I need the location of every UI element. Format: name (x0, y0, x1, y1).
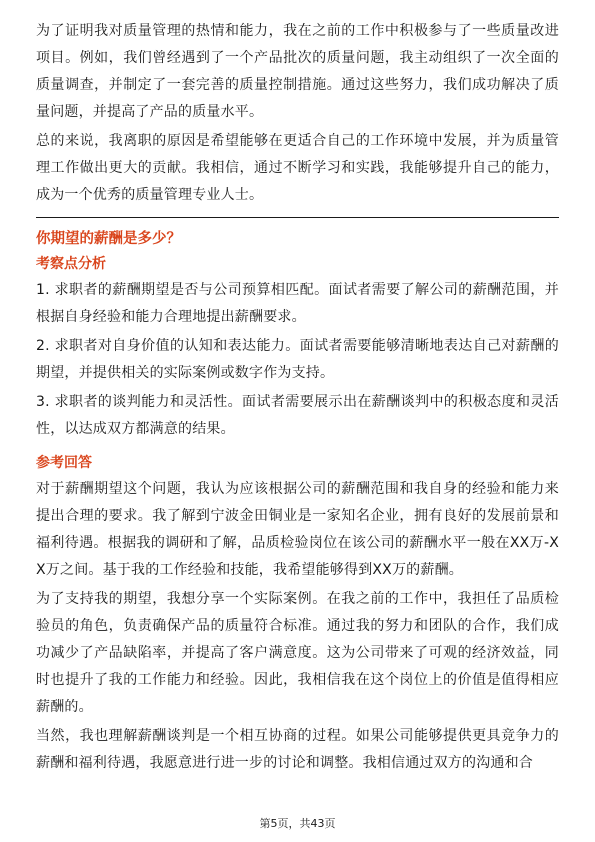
analysis-point: 1. 求职者的薪酬期望是否与公司预算相匹配。面试者需要了解公司的薪酬范围，并根据自身经验和能力合理地提出薪酬要求。 (36, 282, 559, 325)
answer-paragraph: 为了支持我的期望，我想分享一个实际案例。在我之前的工作中，我担任了品质检验员的角色，负责确保产品的质量符合标准。通过我的努力和团队的合作，我们成功减少了产品缺陷率，并提高了客户满意度。这为公司带来了可观的经济效益，同时也提升了我的工作能力和经验。因此，我相信我在这个岗位上的价值是值得相应薪酬的。 (36, 591, 559, 715)
question-heading: 你期望的薪酬是多少？ (36, 231, 181, 247)
analysis-point: 3. 求职者的谈判能力和灵活性。面试者需要展示出在薪酬谈判中的积极态度和灵活性，以达成双方都满意的结果。 (36, 394, 559, 437)
section-divider (36, 217, 559, 218)
intro-paragraph: 为了证明我对质量管理的热情和能力，我在之前的工作中积极参与了一些质量改进项目。例如，我们曾经遇到了一个产品批次的质量问题，我主动组织了一次全面的质量调查，并制定了一套完善的质量控制措施。通过这些努力，我们成功解决了质量问题，并提高了产品的质量水平。 (36, 23, 559, 120)
intro-paragraph: 总的来说，我离职的原因是希望能够在更适合自己的工作环境中发展，并为质量管理工作做出更大的贡献。我相信，通过不断学习和实践，我能够提升自己的能力，成为一个优秀的质量管理专业人士。 (36, 133, 559, 203)
page-number: 第5页，共43页 (259, 817, 336, 830)
analysis-point: 2. 求职者对自身价值的认知和表达能力。面试者需要能够清晰地表达自己对薪酬的期望，并提供相关的实际案例或数字作为支持。 (36, 338, 559, 381)
answer-title: 参考回答 (36, 455, 92, 471)
document-page (36, 18, 559, 779)
answer-paragraph: 对于薪酬期望这个问题，我认为应该根据公司的薪酬范围和我自身的经验和能力来提出合理的要求。我了解到宁波金田铜业是一家知名企业，拥有良好的发展前景和福利待遇。根据我的调研和了解，品质检验岗位在该公司的薪酬水平一般在XX万-XX万之间。基于我的工作经验和技能，我希望能够得到XX万的薪酬。 (36, 481, 559, 578)
analysis-title: 考察点分析 (36, 256, 106, 272)
answer-paragraph: 当然，我也理解薪酬谈判是一个相互协商的过程。如果公司能够提供更具竞争力的薪酬和福利待遇，我愿意进行进一步的讨论和调整。我相信通过双方的沟通和合 (36, 728, 559, 771)
